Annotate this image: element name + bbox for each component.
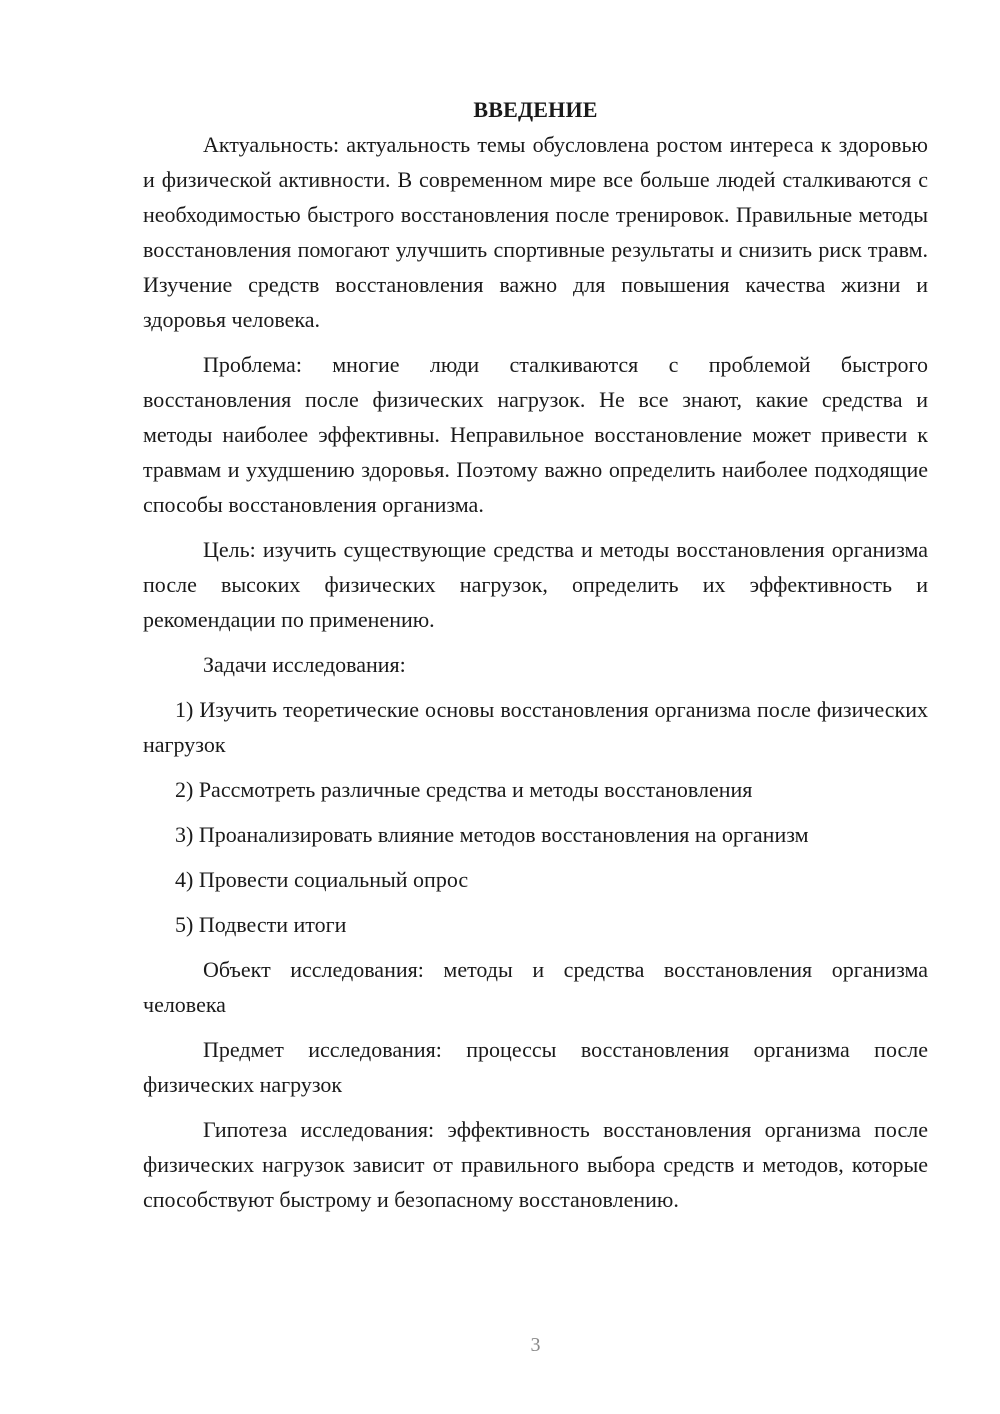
document-page (143, 92, 928, 1217)
tasks-list (143, 692, 928, 942)
list-item: 5) Подвести итоги (175, 912, 347, 937)
tasks-heading: Задачи исследования: (203, 652, 406, 677)
paragraph-goal: Цель: изучить существующие средства и методы восстановления организма после высоких физических нагрузок, определить их эффективность и рекомендации по применению. (143, 537, 928, 632)
list-item: 1) Изучить теоретические основы восстановления организма после физических нагрузок (143, 697, 928, 757)
list-item: 4) Провести социальный опрос (175, 867, 469, 892)
page-title: ВВЕДЕНИЕ (473, 97, 598, 122)
list-item: 2) Рассмотреть различные средства и методы восстановления (175, 777, 753, 802)
page-number: 3 (530, 1334, 541, 1356)
list-item: 3) Проанализировать влияние методов восстановления на организм (175, 822, 809, 847)
paragraph-relevance: Актуальность: актуальность темы обусловлена ростом интереса к здоровью и физической активности. В современном мире все больше людей сталкиваются с необходимостью быстрого восстановления после тренировок. Правильные методы восстановления помогают улучшить спортивные результаты и снизить риск травм. Изучение средств восстановления важно для повышения качества жизни и здоровья человека. (143, 132, 928, 332)
paragraph-subject: Предмет исследования: процессы восстановления организма после физических нагрузок (143, 1037, 928, 1097)
paragraph-object: Объект исследования: методы и средства восстановления организма человека (143, 957, 928, 1017)
paragraph-problem: Проблема: многие люди сталкиваются с проблемой быстрого восстановления после физических нагрузок. Не все знают, какие средства и методы наиболее эффективны. Неправильное восстановление может привести к травмам и ухудшению здоровья. Поэтому важно определить наиболее подходящие способы восстановления организма. (143, 352, 928, 517)
paragraph-hypothesis: Гипотеза исследования: эффективность восстановления организма после физических нагрузок зависит от правильного выбора средств и методов, которые способствуют быстрому и безопасному восстановлению. (143, 1117, 928, 1212)
